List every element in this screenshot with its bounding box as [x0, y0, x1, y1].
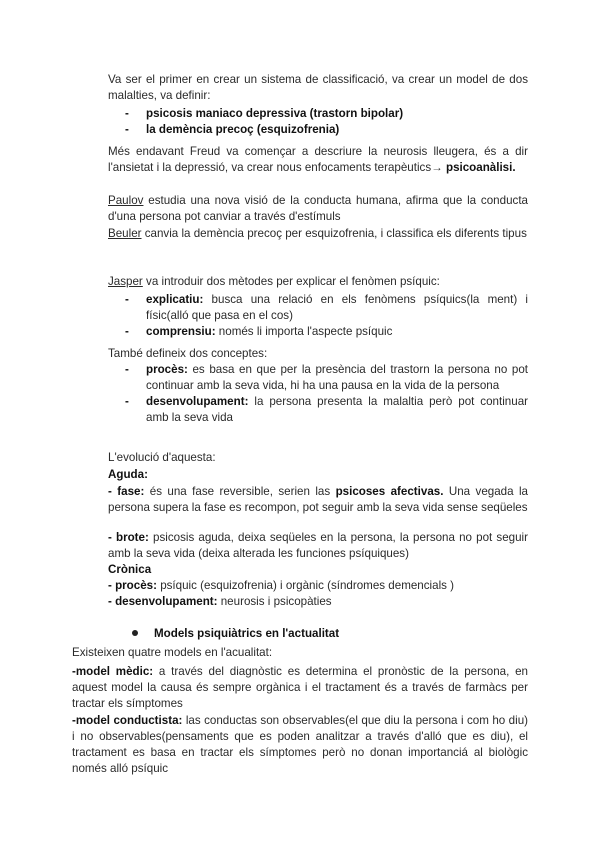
concepts-intro: També defineix dos conceptes:	[108, 347, 268, 360]
list-item: - comprensiu: només li importa l'aspecte psíquic	[108, 324, 528, 340]
brote-paragraph: - brote: psicosis aguda, deixa seqüeles en la persona, la persona no pot seguir amb la seva vida (deixa alterada les funciones psíquiques)	[108, 531, 528, 560]
freud-text: Més endavant Freud va començar a descriure la neurosis lleugera, és a dir l'ansietat i la depressió, va crear nous enfocaments terapèutics→	[108, 145, 528, 174]
aguda-heading: Aguda:	[108, 468, 148, 481]
paulov-paragraph	[108, 193, 528, 225]
cronica-heading: Crònica	[108, 563, 152, 576]
beuler-paragraph	[108, 226, 528, 242]
beuler-text: canvia la demència precoç per esquizofrenia, i classifica els diferents tipus	[141, 227, 527, 240]
list-item: - explicatiu: busca una relació en els fenòmens psíquics(la ment) i físic(alló que pasa en el cos)	[108, 292, 528, 324]
jasper-name: Jasper	[108, 275, 143, 288]
intro-text: Va ser el primer en crear un sistema de classificació, va crear un model de dos malalties, va definir:	[108, 73, 528, 102]
proces-paragraph: - procès: psíquic (esquizofrenia) i orgànic (síndromes demencials )	[108, 579, 455, 592]
intro-list	[108, 106, 528, 138]
freud-paragraph	[108, 144, 528, 176]
list-item: - la demència precoç (esquizofrenia)	[108, 122, 528, 138]
models-heading: Models psiquiàtrics en l'actualitat	[132, 626, 532, 642]
list-item: - procès: es basa en que per la presència del trastorn la persona no pot continuar amb la seva vida, hi ha una pausa en la vida de la persona	[108, 362, 528, 394]
evolution-intro: L'evolució d'aquesta:	[108, 451, 216, 464]
concepts-list	[108, 362, 528, 426]
beuler-name: Beuler	[108, 227, 142, 240]
model-medic-paragraph: -model mèdic: a través del diagnòstic es determina el pronòstic de la persona, en aquest model la causa és sempre orgànica i el tractament és a través de farmàcs per tractar els símptomes	[72, 665, 528, 710]
freud-bold: psicoanàlisi.	[445, 161, 516, 174]
paulov-text: estudia una nova visió de la conducta humana, afirma que la conducta d'una persona pot canviar a través d'estímuls	[108, 194, 528, 223]
jasper-list	[108, 292, 528, 340]
fase-paragraph: - fase: és una fase reversible, serien las psicoses afectivas. Una vegada la persona supera la fase es recompon, pot seguir amb la seva vida sense seqüeles	[108, 485, 528, 514]
models-intro: Existeixen quatre models en l'acualitat:	[72, 646, 273, 659]
jasper-text: va introduir dos mètodes per explicar el fenòmen psíquic:	[142, 275, 440, 288]
intro-paragraph	[108, 72, 528, 104]
desenvolupament-paragraph: - desenvolupament: neurosis i psicopàties	[108, 595, 332, 608]
bullet-icon	[132, 630, 138, 636]
model-conductista-paragraph: -model conductista: las conductas son observables(el que diu la persona i com ho diu) i no observables(pensaments que es poden analitzar a través d'alló que es diu), el tractament es basa en tractar els símptomes però no donan importanciá al biològic només alló psíquic	[72, 714, 529, 775]
list-item: - desenvolupament: la persona presenta la malaltia però pot continuar amb la seva vida	[108, 394, 528, 426]
paulov-name: Paulov	[108, 194, 144, 207]
list-item: - psicosis maniaco depressiva (trastorn bipolar)	[108, 106, 528, 122]
jasper-paragraph	[108, 274, 528, 290]
